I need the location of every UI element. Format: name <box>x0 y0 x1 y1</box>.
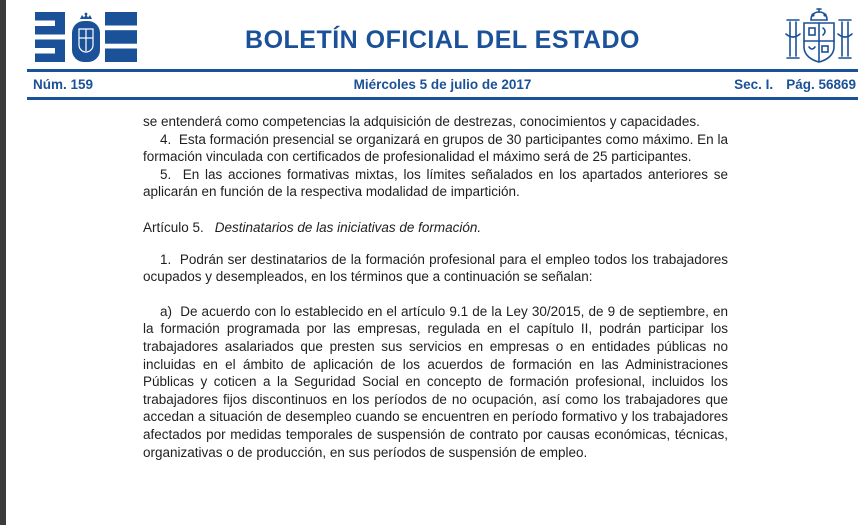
paragraph: 1. Podrán ser destinatarios de la formación profesional para el empleo todos los trabajadores ocupados y desempleados, en los términos que a continuación se señalan: <box>143 251 728 285</box>
paragraph: se entenderá como competencias la adquisición de destrezas, conocimientos y capacidades. <box>143 114 700 129</box>
header-rule-bottom <box>27 97 858 100</box>
issue-date: Miércoles 5 de julio de 2017 <box>353 77 532 92</box>
viewer-left-edge-bar <box>0 0 6 525</box>
issue-number: Núm. 159 <box>33 77 94 92</box>
page-title: BOLETÍN OFICIAL DEL ESTADO <box>245 26 640 54</box>
paragraph: 5. En las acciones formativas mixtas, los límites señalados en los apartados anteriores se aplicarán en función de la respectiva modalidad de impartición. <box>143 166 728 200</box>
article-title: Destinatarios de las iniciativas de formación. <box>214 219 482 235</box>
paragraph: a) De acuerdo con lo establecido en el artículo 9.1 de la Ley 30/2015, de 9 de septiembre, en la formación programada por las empresas, regulada en el capítulo II, podrán participar los trabajadores asalariados que presten sus servicios en empresas o en entidades públicas no incluidas en el ámbito de aplicación de los acuerdos de formación en las Administraciones Públicas y coticen a la Seguridad Social en concepto de formación profesional, incluidos los trabajadores fijos discontinuos en los períodos de no ocupación, así como los trabajadores que accedan a situación de desempleo cuando se encuentren en período formativo y los trabajadores afectados por medidas temporales de suspensión de contrato por causas económicas, técnicas, organizativas o de producción, en sus períodos de suspensión de empleo. <box>143 303 728 460</box>
article-number: Artículo 5. <box>143 219 204 235</box>
header-rule-top <box>27 69 858 72</box>
section-and-page <box>734 77 856 92</box>
section-label: Sec. I. <box>734 77 774 92</box>
paragraph: 4. Esta formación presencial se organizará en grupos de 30 participantes como máximo. En la formación vinculada con certificados de profesionalidad el máximo será de 25 participantes. <box>143 131 728 165</box>
spain-coat-of-arms-icon <box>782 8 856 66</box>
page-number-label: Pág. 56869 <box>786 77 856 92</box>
issue-meta-row <box>27 74 858 95</box>
masthead <box>27 0 858 69</box>
document-body <box>143 113 728 461</box>
article-heading <box>143 219 728 237</box>
